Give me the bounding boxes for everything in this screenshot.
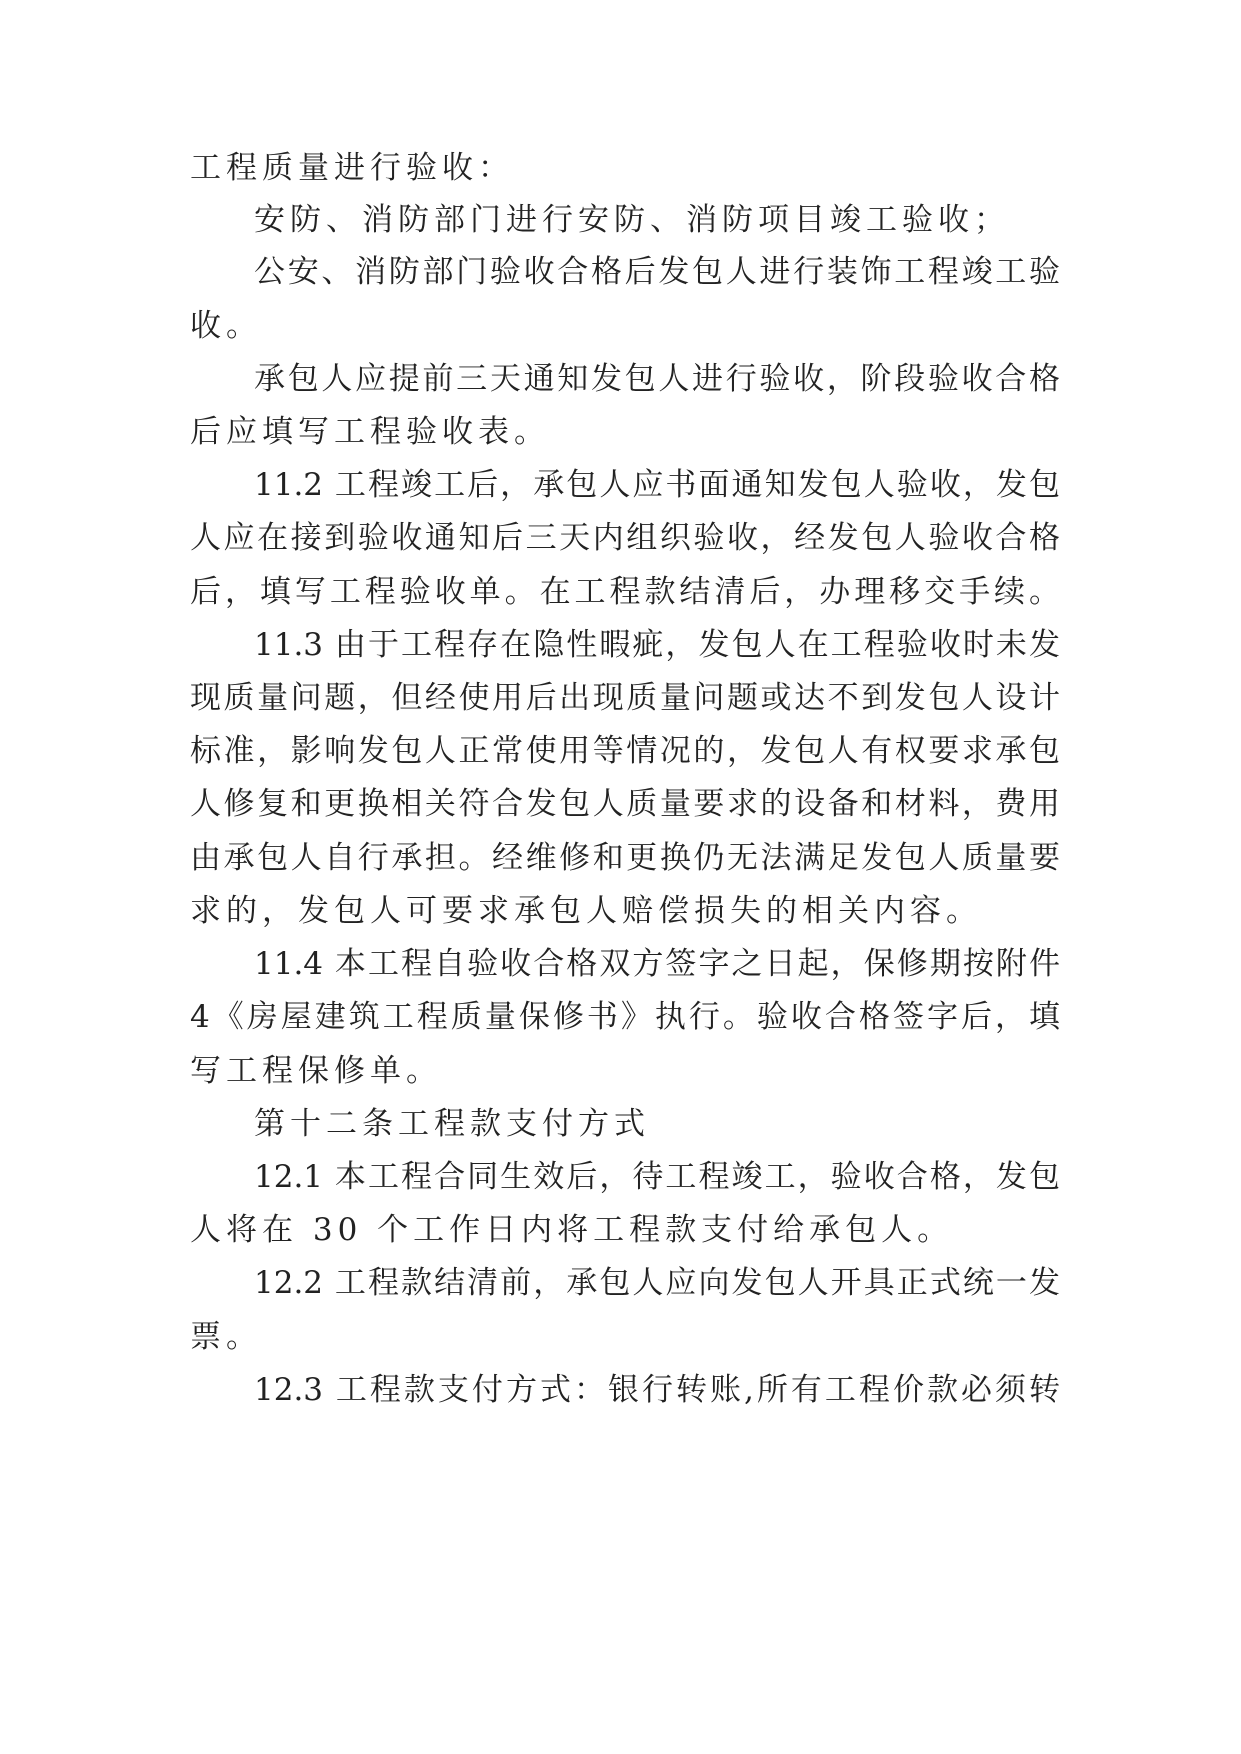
text-line: 人应在接到验收通知后三天内组织验收，经发包人验收合格 [190,520,1060,556]
text-line: 求的，发包人可要求承包人赔偿损失的相关内容。 [190,893,982,929]
text-line: 标准，影响发包人正常使用等情况的，发包人有权要求承包 [190,733,1060,769]
text-line: 工程质量进行验收： [190,150,514,186]
text-line: 后应填写工程验收表。 [190,414,550,450]
text-line: 安防、消防部门进行安防、消防项目竣工验收； [254,202,1010,238]
text-line: 票。 [190,1319,262,1355]
text-line: 12.1 本工程合同生效后，待工程竣工，验收合格，发包 [254,1159,1060,1195]
text-line: 现质量问题，但经使用后出现质量问题或达不到发包人设计 [190,680,1060,716]
text-line: 公安、消防部门验收合格后发包人进行装饰工程竣工验 [254,254,1060,290]
text-line: 人修复和更换相关符合发包人质量要求的设备和材料，费用 [190,786,1060,822]
text-line: 写工程保修单。 [190,1053,442,1089]
text-line: 人将在 30 个工作日内将工程款支付给承包人。 [190,1212,954,1248]
text-line: 12.3 工程款支付方式：银行转账,所有工程价款必须转 [254,1372,1060,1408]
text-line: 由承包人自行承担。经维修和更换仍无法满足发包人质量要 [190,840,1060,876]
text-line: 后，填写工程验收单。在工程款结清后，办理移交手续。 [190,574,1060,610]
text-line: 11.2 工程竣工后，承包人应书面通知发包人验收，发包 [254,467,1060,503]
text-line: 承包人应提前三天通知发包人进行验收，阶段验收合格 [254,361,1060,397]
text-line: 收。 [190,308,262,344]
text-line: 4《房屋建筑工程质量保修书》执行。验收合格签字后，填 [190,999,1060,1035]
text-line: 11.4 本工程自验收合格双方签字之日起，保修期按附件 [254,946,1060,982]
text-line: 11.3 由于工程存在隐性暇疵，发包人在工程验收时未发 [254,627,1060,663]
section-heading: 第十二条工程款支付方式 [254,1106,650,1142]
text-line: 12.2 工程款结清前，承包人应向发包人开具正式统一发 [254,1265,1060,1301]
